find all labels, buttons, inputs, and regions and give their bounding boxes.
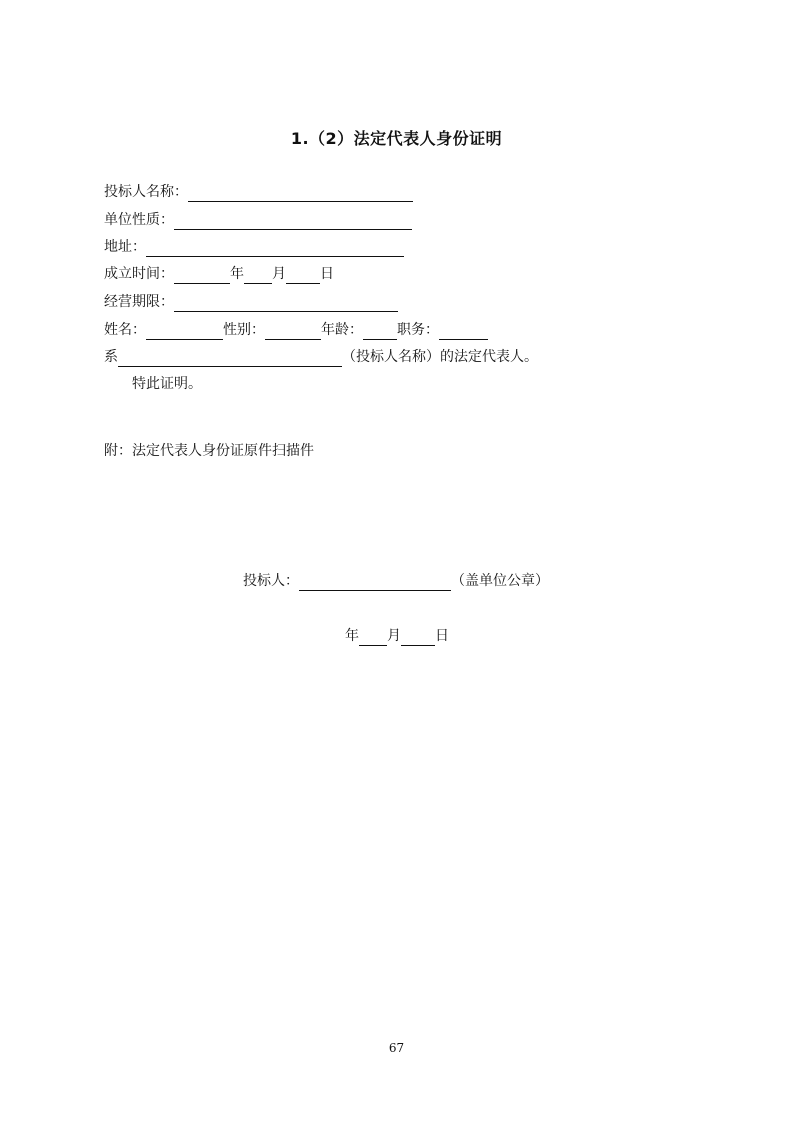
established-year-blank — [174, 267, 230, 284]
unit-nature-blank — [174, 213, 412, 230]
person-row — [104, 320, 488, 340]
bidder-name-blank — [188, 185, 413, 202]
gender-label: 性别： — [223, 322, 265, 338]
established-year-unit: 年 — [230, 266, 244, 282]
signature-blank — [299, 574, 451, 591]
age-label: 年龄： — [321, 322, 363, 338]
signature-label: 投标人： — [243, 573, 299, 589]
business-term-blank — [174, 295, 398, 312]
attachment-note: 附：法定代表人身份证原件扫描件 — [104, 443, 314, 459]
signature-month-blank — [359, 629, 387, 646]
signature-day-blank — [401, 629, 435, 646]
established-row — [104, 264, 334, 284]
age-blank — [363, 323, 397, 340]
business-term-label: 经营期限： — [104, 294, 174, 310]
seal-note: （盖单位公章） — [451, 573, 549, 589]
signature-date-row — [345, 626, 449, 646]
signature-month-unit: 月 — [387, 628, 401, 644]
established-month-blank — [244, 267, 272, 284]
established-month-unit: 月 — [272, 266, 286, 282]
business-term-row — [104, 292, 398, 312]
unit-nature-row — [104, 210, 412, 230]
position-blank — [439, 323, 488, 340]
legal-rep-row — [104, 347, 538, 367]
bidder-name-label: 投标人名称： — [104, 184, 188, 200]
page-title: 1.（2）法定代表人身份证明 — [290, 129, 503, 148]
established-day-blank — [286, 267, 320, 284]
of-prefix: 系 — [104, 349, 118, 365]
signature-day-unit: 日 — [435, 628, 449, 644]
signature-year-unit: 年 — [345, 628, 359, 644]
gender-blank — [265, 323, 321, 340]
address-label: 地址： — [104, 239, 146, 255]
legal-rep-suffix: （投标人名称）的法定代表人。 — [342, 349, 538, 365]
unit-nature-label: 单位性质： — [104, 212, 174, 228]
established-label: 成立时间： — [104, 266, 174, 282]
certify-text: 特此证明。 — [132, 376, 202, 392]
name-label: 姓名： — [104, 322, 146, 338]
address-blank — [146, 240, 404, 257]
name-blank — [146, 323, 223, 340]
page-number: 67 — [388, 1041, 405, 1055]
attachment-row — [104, 441, 314, 461]
company-name-blank — [118, 350, 342, 367]
signature-row — [243, 571, 549, 591]
position-label: 职务： — [397, 322, 439, 338]
certify-row — [132, 374, 202, 394]
bidder-name-row — [104, 182, 413, 202]
address-row — [104, 237, 404, 257]
established-day-unit: 日 — [320, 266, 334, 282]
